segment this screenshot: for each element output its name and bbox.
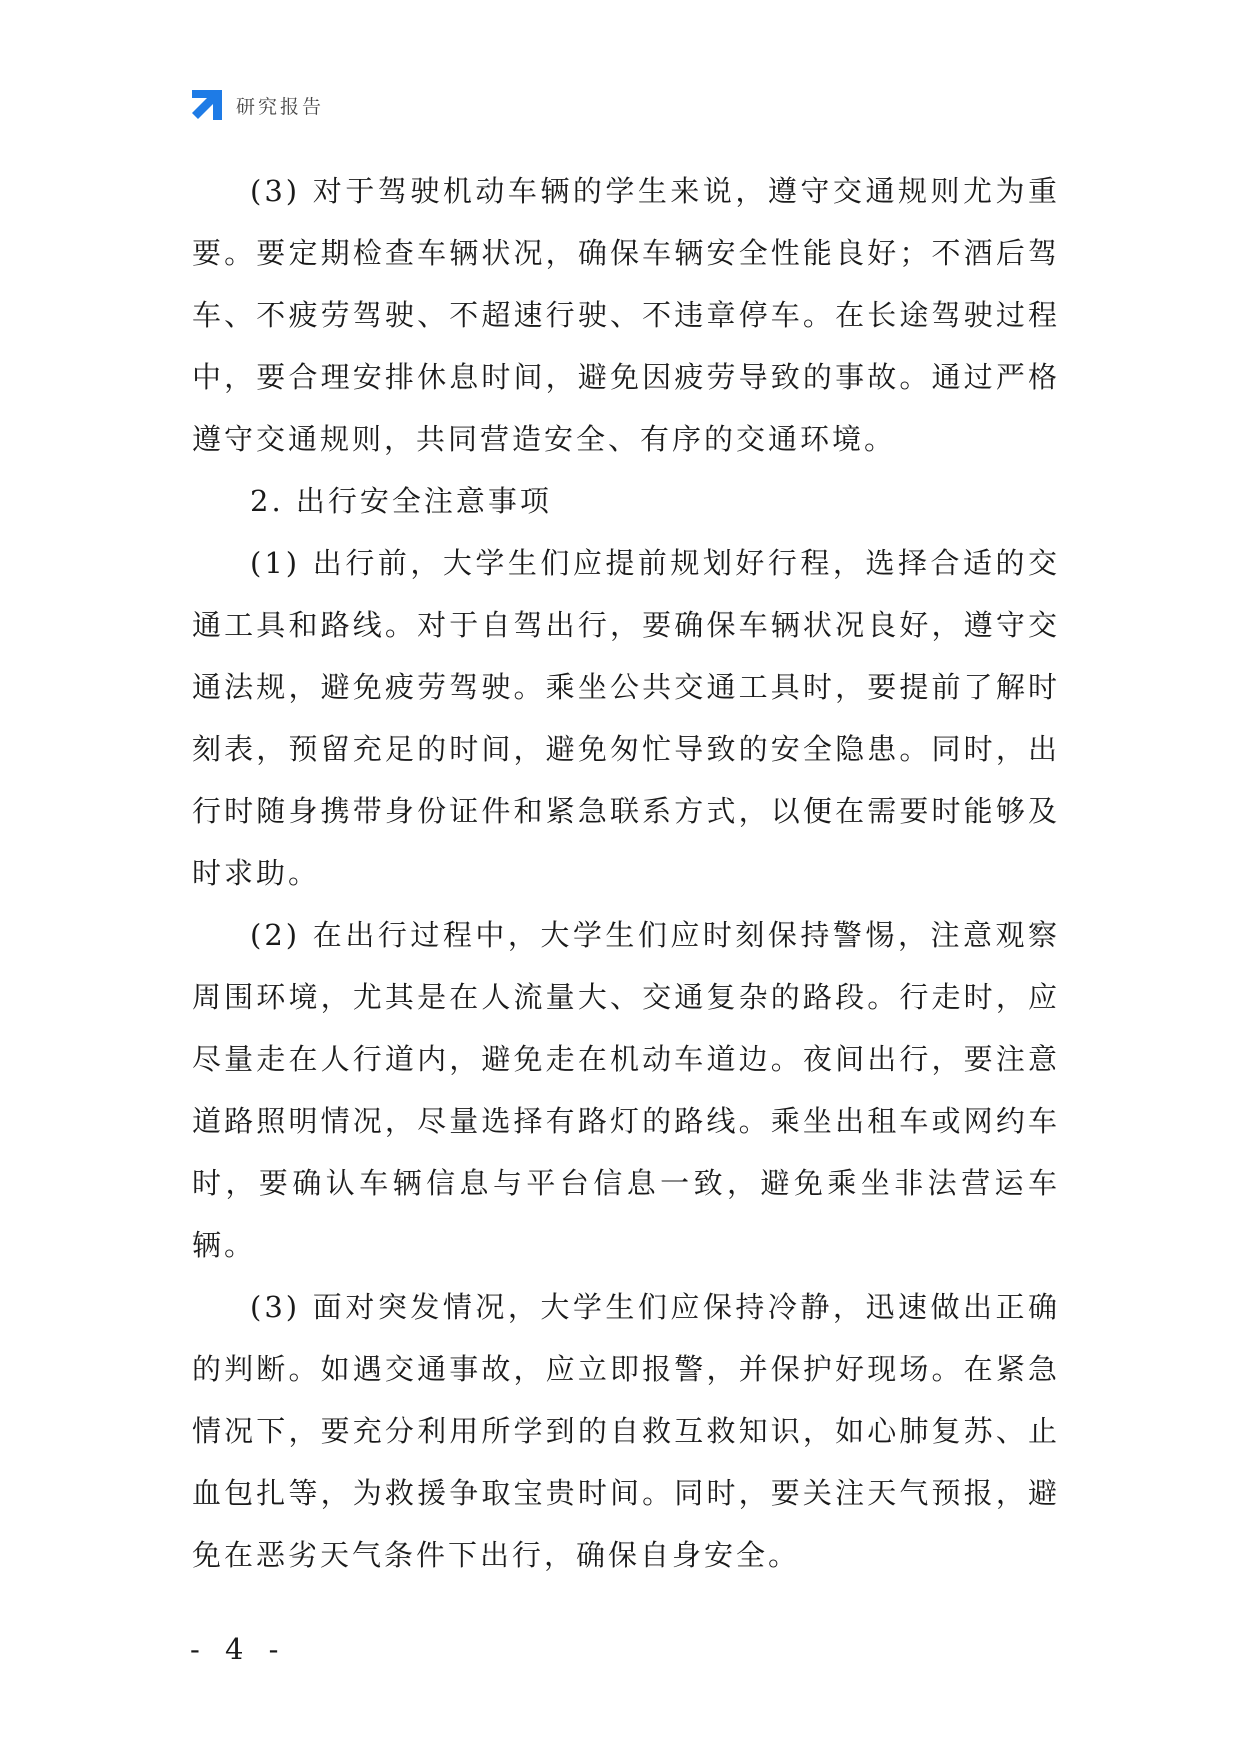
page-number: - 4 - [190, 1632, 287, 1666]
paragraph: (3) 面对突发情况，大学生们应保持冷静，迅速做出正确的判断。如遇交通事故，应立即报警，并保护好现场。在紧急情况下，要充分利用所学到的自救互救知识，如心肺复苏、止血包扎等，为救援争取宝贵时间。同时，要关注天气预报，避免在恶劣天气条件下出行，确保自身安全。 [192, 1290, 1060, 1572]
header-title: 研究报告 [236, 95, 325, 118]
section-heading: 2. 出行安全注意事项 [250, 484, 552, 518]
document-body [192, 160, 1060, 1586]
paragraph: (3) 对于驾驶机动车辆的学生来说，遵守交通规则尤为重要。要定期检查车辆状况，确保车辆安全性能良好；不酒后驾车、不疲劳驾驶、不超速行驶、不违章停车。在长途驾驶过程中，要合理安排休息时间，避免因疲劳导致的事故。通过严格遵守交通规则，共同营造安全、有序的交通环境。 [192, 174, 1060, 456]
paragraph: (1) 出行前，大学生们应提前规划好行程，选择合适的交通工具和路线。对于自驾出行，要确保车辆状况良好，遵守交通法规，避免疲劳驾驶。乘坐公共交通工具时，要提前了解时刻表，预留充足的时间，避免匆忙导致的安全隐患。同时，出行时随身携带身份证件和紧急联系方式，以便在需要时能够及时求助。 [192, 546, 1060, 890]
paragraph: (2) 在出行过程中，大学生们应时刻保持警惕，注意观察周围环境，尤其是在人流量大、交通复杂的路段。行走时，应尽量走在人行道内，避免走在机动车道边。夜间出行，要注意道路照明情况，尽量选择有路灯的路线。乘坐出租车或网约车时，要确认车辆信息与平台信息一致，避免乘坐非法营运车辆。 [192, 918, 1060, 1262]
report-header [190, 88, 324, 122]
arrow-up-right-icon [190, 88, 224, 122]
